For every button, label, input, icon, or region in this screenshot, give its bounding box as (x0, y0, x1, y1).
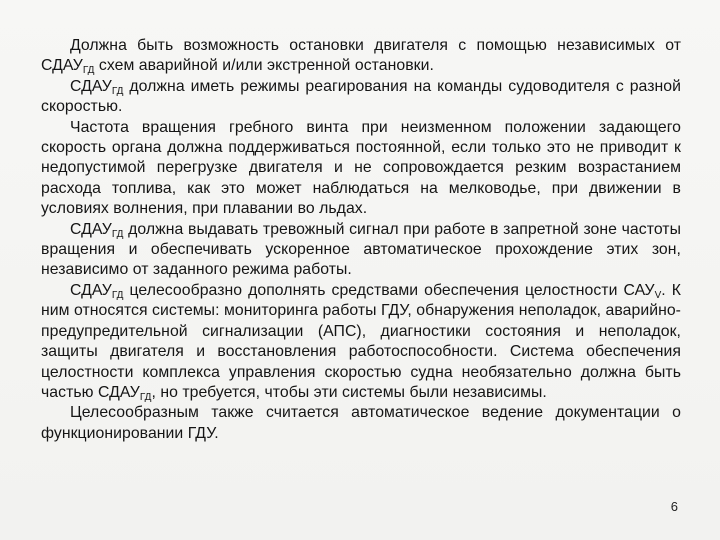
paragraph: $СДАУ_{ГД}$ должна иметь режимы реагирования на команды судоводителя с разной скоростью. (41, 77, 681, 116)
subscript-text: ГД (111, 289, 124, 301)
document-body (41, 36, 681, 444)
subscript-text: ГД (111, 228, 124, 240)
paragraph: Целесообразным также считается автоматическое ведение документации о функционировании ГДУ. (41, 404, 681, 442)
paragraph: Должна быть возможность остановки двигателя с помощью независимых от $СДАУ_{ГД}$ схем аварийной и/или экстренной остановки. (41, 37, 681, 77)
subscript-text: ГД (111, 85, 124, 97)
paragraph: $СДАУ_{ГД}$ целесообразно дополнять средствами обеспечения целостности $САУ_V$. К ним относятся системы: мониторинга работы ГДУ, обнаружения неполадок, аварийно-предупредительной сигнализации (АПС), диагностики состояния и неполадок, защиты двигателя и восстановления работоспособности. Система обеспечения целостности комплекса управления скоростью судна необязательно должна быть частью $СДАУ_{ГД}$, но требуется, чтобы эти системы были независимы. (41, 281, 681, 403)
subscript-text: V (654, 289, 662, 301)
paragraph: $СДАУ_{ГД}$ должна выдавать тревожный сигнал при работе в запретной зоне частоты вращения и обеспечивать ускоренное автоматическое прохождение этих зон, независимо от заданного режима работы. (41, 220, 681, 279)
subscript-text: ГД (82, 65, 95, 77)
page-number: 6 (670, 499, 678, 514)
paragraph: Частота вращения гребного винта при неизменном положении задающего скорость органа должна поддерживаться постоянной, если только это не приводит к недопустимой перегрузке двигателя и не сопровождается резким возрастанием расхода топлива, как это может наблюдаться на мелководье, при движении в условиях волнения, при плавании во льдах. (41, 118, 681, 218)
subscript-text: ГД (139, 391, 152, 403)
